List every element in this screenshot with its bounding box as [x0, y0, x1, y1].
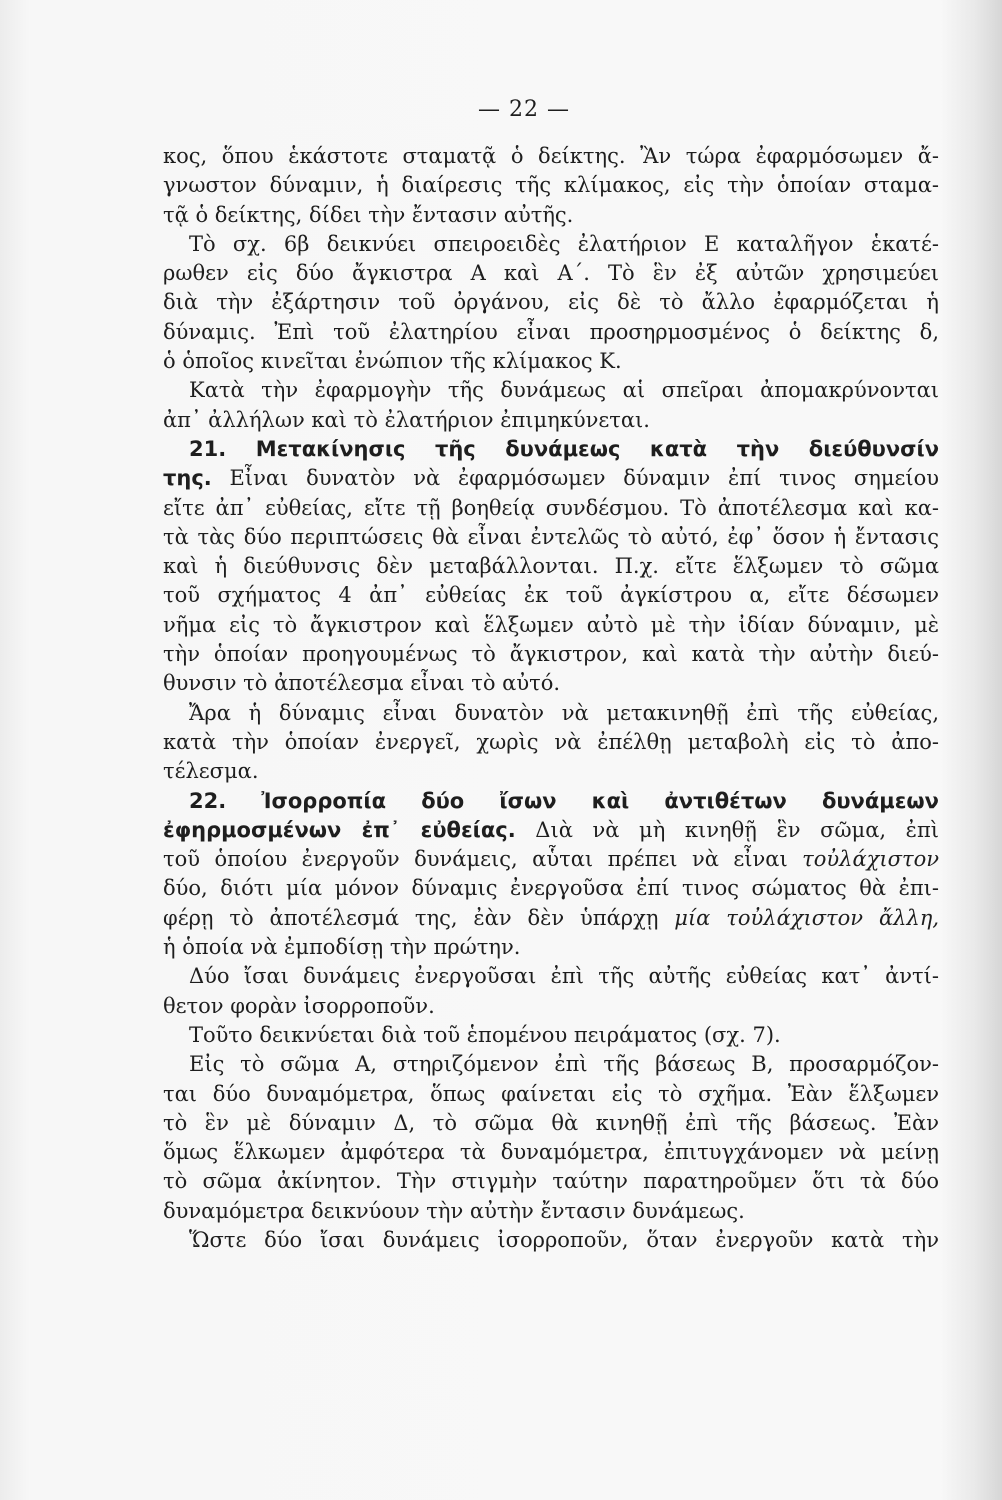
text-line: δύναμις. Ἐπὶ τοῦ ἐλατηρίου εἶναι προσηρμοσμένος ὁ δείκτης δ,: [163, 319, 939, 344]
text-line: τὴν ὁποίαν προηγουμένως τὸ ἄγκιστρον, καὶ κατὰ τὴν αὐτὴν διεύ-: [163, 642, 939, 667]
text-line: δύο, διότι μία μόνον δύναμις ἐνεργοῦσα ἐπί τινος σώματος θὰ ἐπι-: [163, 876, 939, 901]
text-line: κατὰ τὴν ὁποίαν ἐνεργεῖ, χωρὶς νὰ ἐπέλθῃ μεταβολὴ εἰς τὸ ἀπο-: [163, 729, 939, 754]
text-line: ὅμως ἕλκωμεν ἀμφότερα τὰ δυναμόμετρα, ἐπιτυγχάνομεν νὰ μείνῃ: [163, 1140, 939, 1165]
text-fragment: φέρῃ τὸ ἀποτέλεσμά της, ἐὰν δὲν ὑπάρχῃ: [163, 905, 675, 930]
section-heading-line: 22. Ἰσορροπία δύο ἴσων καὶ ἀντιθέτων δυνάμεων: [189, 788, 939, 813]
text-line: ὁ ὁποῖος κινεῖται ἐνώπιον τῆς κλίμακος Κ.: [163, 349, 622, 374]
body-text: [163, 142, 939, 1255]
text-line: [163, 464, 939, 493]
text-line: τὰ τὰς δύο περιπτώσεις θὰ εἶναι ἐντελῶς τὸ αὐτό, ἐφ᾽ ὅσον ἡ ἔντασις: [163, 524, 939, 549]
text-line: Δύο ἴσαι δυνάμεις ἐνεργοῦσαι ἐπὶ τῆς αὐτῆς εὐθείας κατ᾽ ἀντί-: [189, 964, 939, 989]
text-line: καὶ ἡ διεύθυνσις δὲν μεταβάλλονται. Π.χ. εἴτε ἕλξωμεν τὸ σῶμα: [163, 554, 939, 579]
text-line: Κατὰ τὴν ἐφαρμογὴν τῆς δυνάμεως αἱ σπεῖραι ἀπομακρύνονται: [189, 378, 939, 403]
text-line: θυνσιν τὸ ἀποτέλεσμα εἶναι τὸ αὐτό.: [163, 671, 561, 696]
text-line: [163, 816, 939, 845]
text-line: Ἄρα ἡ δύναμις εἶναι δυνατὸν νὰ μετακινηθῇ ἐπὶ τῆς εὐθείας,: [189, 700, 939, 725]
text-line: Τὸ σχ. 6β δεικνύει σπειροειδὲς ἐλατήριον Ε καταλῆγον ἑκατέ-: [189, 231, 939, 256]
text-line: τὸ ἓν μὲ δύναμιν Δ, τὸ σῶμα θὰ κινηθῇ ἐπὶ τῆς βάσεως. Ἐὰν: [163, 1110, 939, 1135]
text-line: [163, 904, 939, 933]
text-line: τοῦ σχήματος 4 ἀπ᾽ εὐθείας ἐκ τοῦ ἀγκίστρου α, εἴτε δέσωμεν: [163, 583, 939, 608]
text-line: Τοῦτο δεικνύεται διὰ τοῦ ἑπομένου πειράματος (σχ. 7).: [189, 1022, 781, 1047]
text-line: ἡ ὁποία νὰ ἐμποδίσῃ τὴν πρώτην.: [163, 935, 521, 960]
text-line: ρωθεν εἰς δύο ἄγκιστρα Α καὶ Α΄. Τὸ ἓν ἐξ αὐτῶν χρησιμεύει: [163, 261, 939, 286]
heading-fragment: ἐφηρμοσμένων ἐπ᾽ εὐθείας.: [163, 817, 516, 842]
text-line: ται δύο δυναμόμετρα, ὅπως φαίνεται εἰς τὸ σχῆμα. Ἐὰν ἕλξωμεν: [163, 1081, 939, 1106]
text-fragment: Εἶναι δυνατὸν νὰ ἐφαρμόσωμεν δύναμιν ἐπί τινος σημείου: [211, 466, 939, 491]
text-fragment: Διὰ νὰ μὴ κινηθῇ ἓν σῶμα, ἐπὶ: [515, 817, 939, 842]
text-line: τέλεσμα.: [163, 759, 259, 784]
text-line: γνωστον δύναμιν, ἡ διαίρεσις τῆς κλίμακος, εἰς τὴν ὁποίαν σταμα-: [163, 173, 939, 198]
text-line: θετον φορὰν ἰσορροποῦν.: [163, 993, 435, 1018]
text-line: τὸ σῶμα ἀκίνητον. Τὴν στιγμὴν ταύτην παρατηροῦμεν ὅτι τὰ δύο: [163, 1169, 939, 1194]
section-heading-line: 21. Μετακίνησις τῆς δυνάμεως κατὰ τὴν διεύθυνσίν: [189, 436, 939, 461]
heading-fragment: της.: [163, 466, 212, 491]
italic-fragment: τοὐλάχιστον: [802, 847, 939, 872]
text-line: Εἰς τὸ σῶμα Α, στηριζόμενον ἐπὶ τῆς βάσεως Β, προσαρμόζον-: [189, 1052, 939, 1077]
text-line: διὰ τὴν ἐξάρτησιν τοῦ ὀργάνου, εἰς δὲ τὸ ἄλλο ἐφαρμόζεται ἡ: [163, 290, 939, 315]
text-line: εἴτε ἀπ᾽ εὐθείας, εἴτε τῇ βοηθείᾳ συνδέσμου. Τὸ ἀποτέλεσμα καὶ κα-: [163, 495, 939, 520]
page-number: — 22 —: [478, 97, 570, 122]
text-line: νῆμα εἰς τὸ ἄγκιστρον καὶ ἕλξωμεν αὐτὸ μὲ τὴν ἰδίαν δύναμιν, μὲ: [163, 612, 939, 637]
text-line: ἀπ᾽ ἀλλήλων καὶ τὸ ἐλατήριον ἐπιμηκύνεται.: [163, 407, 650, 432]
text-fragment: τοῦ ὁποίου ἐνεργοῦν δυνάμεις, αὗται πρέπει νὰ εἶναι: [163, 847, 803, 872]
text-line: δυναμόμετρα δεικνύουν τὴν αὐτὴν ἔντασιν δυνάμεως.: [163, 1198, 745, 1223]
text-line: Ὥστε δύο ἴσαι δυνάμεις ἰσορροποῦν, ὅταν ἐνεργοῦν κατὰ τὴν: [189, 1227, 939, 1252]
text-line: κος, ὅπου ἑκάστοτε σταματᾷ ὁ δείκτης. Ἂν τώρα ἐφαρμόσωμεν ἄ-: [163, 144, 939, 168]
text-line: τᾷ ὁ δείκτης, δίδει τὴν ἔντασιν αὐτῆς.: [163, 202, 574, 227]
italic-fragment: μία τοὐλάχιστον ἄλλη,: [674, 905, 939, 930]
text-line: [163, 845, 939, 874]
